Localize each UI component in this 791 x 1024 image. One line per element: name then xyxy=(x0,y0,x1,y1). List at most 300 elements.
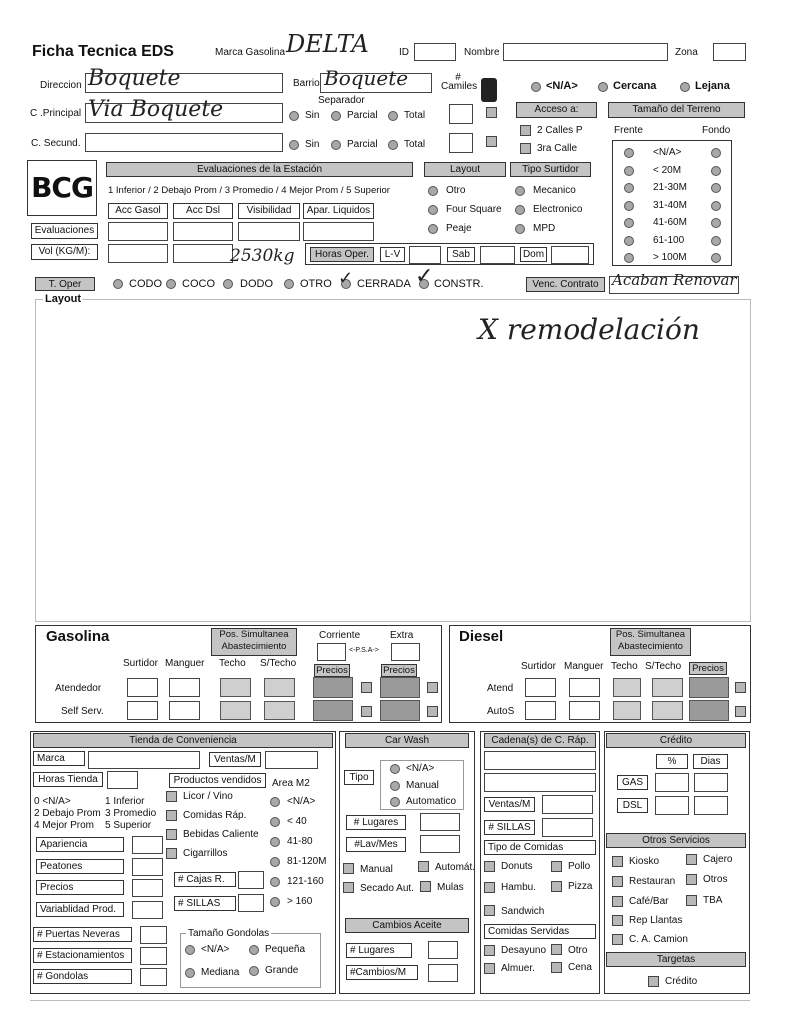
servida-otro-check[interactable] xyxy=(551,944,562,955)
layout-four-square: Four Square xyxy=(446,204,502,215)
terreno-frente-radio[interactable] xyxy=(624,253,634,263)
lv-field[interactable] xyxy=(409,246,441,264)
cw-manual: Manual xyxy=(406,780,439,791)
producto-check[interactable] xyxy=(166,848,177,859)
cw-secado-check[interactable] xyxy=(343,882,354,893)
cerrada-check-mark: ✓ xyxy=(338,268,354,289)
vol-handwritten: 2530kg xyxy=(230,246,295,266)
cadena-field-1[interactable] xyxy=(484,751,596,770)
radio-dodo[interactable] xyxy=(223,279,233,289)
extra-field[interactable] xyxy=(391,643,420,661)
c-secund-label: C. Secund. xyxy=(31,138,81,149)
dsl-at-manguer[interactable] xyxy=(569,678,600,697)
col-acc-gasol: Acc Gasol xyxy=(108,203,168,219)
comida-pizza: Pizza xyxy=(568,881,593,892)
c-principal-value: Via Boquete xyxy=(88,97,224,122)
tienda-eval-field[interactable] xyxy=(132,901,163,919)
horas-tienda-field[interactable] xyxy=(107,771,138,789)
terreno-option: 21-30M xyxy=(653,182,687,193)
radio-parcial-1[interactable] xyxy=(331,111,341,121)
terreno-frente-radio[interactable] xyxy=(624,166,634,176)
id-field[interactable] xyxy=(414,43,456,61)
t-oper-cerrada: CERRADA xyxy=(357,278,411,290)
legend-0: 0 <N/A> xyxy=(34,796,71,807)
t-oper-dodo: DODO xyxy=(240,278,273,290)
surtidor-mpd: MPD xyxy=(533,223,556,234)
terreno-frente-radio[interactable] xyxy=(624,218,634,228)
gas-ss-s-techo[interactable] xyxy=(264,701,295,720)
gas-atendedor: Atendedor xyxy=(55,683,102,694)
dsl-surtidor: Surtidor xyxy=(521,661,557,672)
gondola-pequena: Pequeña xyxy=(265,944,306,955)
comida-sandwich: Sandwich xyxy=(501,906,545,917)
dsl-as-techo[interactable] xyxy=(613,701,641,720)
servicio-label: Kiosko xyxy=(629,856,660,867)
credito-targeta-check[interactable] xyxy=(648,976,659,987)
camiones-label: # Camiles xyxy=(441,72,478,92)
layout-note: X remodelación xyxy=(478,313,700,346)
terreno-fondo-radio[interactable] xyxy=(711,218,721,228)
gas-at-chk-2[interactable] xyxy=(427,682,438,693)
comidas-servidas-label: Comidas Servidas xyxy=(484,924,596,939)
vol-acc-dsl[interactable] xyxy=(173,244,233,263)
cadena-sillas-field[interactable] xyxy=(542,818,593,837)
terreno-fondo-radio[interactable] xyxy=(711,201,721,211)
producto-check[interactable] xyxy=(166,829,177,840)
t-oper-coco: COCO xyxy=(182,278,215,290)
dom-label: Dom xyxy=(520,247,547,262)
comida-donuts: Donuts xyxy=(501,861,533,872)
tamano-gondolas-label: Tamaño Gondolas xyxy=(188,928,270,939)
acceso-header: Acceso a: xyxy=(516,102,597,118)
servida-almuer-check[interactable] xyxy=(484,963,495,974)
servicio-label: C. A. Camion xyxy=(629,934,688,945)
gas-surtidor: Surtidor xyxy=(123,658,159,669)
radio-layout-four-square[interactable] xyxy=(428,205,438,215)
frente-label: Frente xyxy=(614,125,643,136)
cw-na: <N/A> xyxy=(406,763,435,774)
dsl-as-manguer[interactable] xyxy=(569,701,600,720)
radio-gondola-mediana[interactable] xyxy=(185,968,195,978)
radio-layout-otro[interactable] xyxy=(428,186,438,196)
cadena-sillas-label: # SILLAS xyxy=(484,820,535,835)
servida-desayuno-check[interactable] xyxy=(484,945,495,956)
cw-lav-mes-field[interactable] xyxy=(420,835,460,853)
servicio-check[interactable] xyxy=(686,854,697,865)
eval-acc-dsl[interactable] xyxy=(173,222,233,241)
dsl-autos: AutoS xyxy=(487,706,515,717)
area-radio[interactable] xyxy=(270,837,280,847)
area-radio[interactable] xyxy=(270,817,280,827)
servida-desayuno: Desayuno xyxy=(501,945,547,956)
radio-surtidor-mpd[interactable] xyxy=(515,224,525,234)
comida-donuts-check[interactable] xyxy=(484,861,495,872)
cercana-label: Cercana xyxy=(613,80,657,92)
cajas-field[interactable] xyxy=(238,871,264,889)
comida-hambu: Hambu. xyxy=(501,882,537,893)
layout-area-title: Layout xyxy=(45,293,82,305)
radio-na[interactable] xyxy=(531,82,541,92)
sin-label-2: Sin xyxy=(305,139,320,150)
terreno-fondo-radio[interactable] xyxy=(711,183,721,193)
legend-3: 3 Promedio xyxy=(105,808,157,819)
ca-lugares-field[interactable] xyxy=(428,941,458,959)
producto-label: Licor / Vino xyxy=(183,791,233,802)
servicio-label: Rep Llantas xyxy=(629,915,683,926)
producto-label: Bebidas Caliente xyxy=(183,829,259,840)
tienda-ventas-label: Ventas/M xyxy=(209,752,261,767)
parcial-label-1: Parcial xyxy=(347,110,378,121)
eval-apar-liquidos[interactable] xyxy=(303,222,374,241)
tienda-eval-label: Apariencia xyxy=(36,837,124,852)
radio-cercana[interactable] xyxy=(598,82,608,92)
lv-label: L-V xyxy=(380,247,405,262)
t-oper-otro: OTRO xyxy=(300,278,332,290)
cw-mulas-label: Mulas xyxy=(437,882,464,893)
gondolas-field[interactable] xyxy=(140,968,167,986)
terreno-option: <N/A> xyxy=(653,147,682,158)
servicio-check[interactable] xyxy=(686,874,697,885)
layout-otro: Otro xyxy=(446,185,466,196)
comida-pizza-check[interactable] xyxy=(551,881,562,892)
tercera-calle-label: 3ra Calle xyxy=(537,143,578,154)
surtidor-electronico: Electronico xyxy=(533,204,583,215)
sab-field[interactable] xyxy=(480,246,515,264)
gas-ss-precio-2[interactable] xyxy=(380,700,420,721)
gas-precios-2: Precios xyxy=(381,664,417,677)
direccion-label: Direccion xyxy=(40,80,82,91)
area-option: 81-120M xyxy=(287,856,327,867)
gas-manguer: Manguer xyxy=(165,658,205,669)
terreno-option: < 20M xyxy=(653,164,682,176)
area-m2-label: Area M2 xyxy=(272,778,310,789)
comida-pollo: Pollo xyxy=(568,861,591,872)
gas-precios-1: Precios xyxy=(314,664,350,677)
area-option: 41-80 xyxy=(287,836,313,847)
marca-gasolina-value[interactable]: DELTA xyxy=(286,30,369,58)
layout-area[interactable] xyxy=(35,299,751,622)
na-label: <N/A> xyxy=(546,80,578,92)
id-label: ID xyxy=(399,47,409,58)
gas-ss-techo[interactable] xyxy=(220,701,251,720)
radio-layout-peaje[interactable] xyxy=(428,224,438,234)
dsl-techo: Techo xyxy=(611,661,638,672)
gas-at-manguer[interactable] xyxy=(169,678,200,697)
dsl-at-chk[interactable] xyxy=(735,682,746,693)
terreno-frente-radio[interactable] xyxy=(624,148,634,158)
cw-manual-chk-label: Manual xyxy=(360,864,393,875)
servicio-check[interactable] xyxy=(612,915,623,926)
dsl-as-surtidor[interactable] xyxy=(525,701,556,720)
tienda-sillas-field[interactable] xyxy=(238,894,264,912)
radio-surtidor-mecanico[interactable] xyxy=(515,186,525,196)
gas-s-techo: S/Techo xyxy=(260,658,297,669)
eval-visibilidad[interactable] xyxy=(238,222,300,241)
dsl-as-precio[interactable] xyxy=(689,700,729,721)
tamano-terreno-header: Tamaño del Terreno xyxy=(608,102,745,118)
camiones-check-2[interactable] xyxy=(486,136,497,147)
servida-cena: Cena xyxy=(568,962,592,973)
cadena-field-2[interactable] xyxy=(484,773,596,792)
tipo-comidas-label: Tipo de Comidas xyxy=(484,840,596,855)
radio-total-1[interactable] xyxy=(388,111,398,121)
radio-gondola-pequena[interactable] xyxy=(249,945,259,955)
evaluaciones-header: Evaluaciones de la Estación xyxy=(106,162,413,177)
gondola-grande: Grande xyxy=(265,965,299,976)
radio-otro[interactable] xyxy=(284,279,294,289)
servicio-label: TBA xyxy=(703,895,723,906)
radio-codo[interactable] xyxy=(113,279,123,289)
servicio-label: Restauran xyxy=(629,876,676,887)
radio-gondola-na[interactable] xyxy=(185,945,195,955)
area-radio[interactable] xyxy=(270,897,280,907)
cw-secado-label: Secado Aut. xyxy=(360,883,414,894)
ca-cambios-field[interactable] xyxy=(428,964,458,982)
dsl-at-surtidor[interactable] xyxy=(525,678,556,697)
servida-cena-check[interactable] xyxy=(551,962,562,973)
gas-at-techo[interactable] xyxy=(220,678,251,697)
gas-at-s-techo[interactable] xyxy=(264,678,295,697)
tienda-eval-field[interactable] xyxy=(132,858,163,876)
venc-contrato-value: Acaban Renovar xyxy=(612,271,737,289)
horas-oper-label: Horas Oper. xyxy=(310,247,374,262)
radio-lejana[interactable] xyxy=(680,82,690,92)
gas-at-precio-1[interactable] xyxy=(313,677,353,698)
radio-total-2[interactable] xyxy=(388,140,398,150)
comida-hambu-check[interactable] xyxy=(484,882,495,893)
servicio-check[interactable] xyxy=(612,896,623,907)
radio-parcial-2[interactable] xyxy=(331,140,341,150)
area-radio[interactable] xyxy=(270,797,280,807)
cw-lugares-label: # Lugares xyxy=(346,815,406,830)
servicio-check[interactable] xyxy=(612,856,623,867)
cw-automatico: Automatico xyxy=(406,796,457,807)
tercera-calle-check[interactable] xyxy=(520,143,531,154)
c-secund-field[interactable] xyxy=(85,133,283,152)
terreno-frente-radio[interactable] xyxy=(624,183,634,193)
gondola-na: <N/A> xyxy=(201,944,230,955)
terreno-option: 31-40M xyxy=(653,199,687,211)
sab-label: Sab xyxy=(447,247,475,262)
gas-ss-chk-1[interactable] xyxy=(361,706,372,717)
servicio-label: Café/Bar xyxy=(629,896,669,907)
cw-lav-mes-label: #Lav/Mes xyxy=(346,837,406,852)
producto-label: Comidas Ráp. xyxy=(183,810,247,821)
radio-surtidor-electronico[interactable] xyxy=(515,205,525,215)
gas-ss-manguer[interactable] xyxy=(169,701,200,720)
terreno-fondo-radio[interactable] xyxy=(711,148,721,158)
calles-p-label: 2 Calles P xyxy=(537,125,583,136)
diesel-pos-simultanea: Pos. Simultanea Abastecimiento xyxy=(610,628,691,656)
gas-techo: Techo xyxy=(219,658,246,669)
cw-lugares-field[interactable] xyxy=(420,813,460,831)
producto-check[interactable] xyxy=(166,791,177,802)
gas-ss-chk-2[interactable] xyxy=(427,706,438,717)
tipo-surtidor-header: Tipo Surtidor xyxy=(510,162,591,177)
cw-automat-label: Automát. xyxy=(435,862,476,873)
gas-ss-precio-1[interactable] xyxy=(313,700,353,721)
gasolina-title: Gasolina xyxy=(46,628,110,645)
cambios-aceite-header: Cambios Aceite xyxy=(345,918,469,933)
dsl-as-s-techo[interactable] xyxy=(652,701,683,720)
dsl-as-chk[interactable] xyxy=(735,706,746,717)
car-wash-tipo-label: Tipo xyxy=(344,770,374,785)
credito-gas-pct[interactable] xyxy=(655,773,689,792)
dsl-atend: Atend xyxy=(487,683,514,694)
t-oper-label: T. Oper xyxy=(35,277,95,291)
tienda-eval-label: Precios xyxy=(36,880,124,895)
barrio-value: Boquete xyxy=(324,66,409,90)
gasolina-extra: Extra xyxy=(390,630,414,641)
evaluaciones-legend: 1 Inferior / 2 Debajo Prom / 3 Promedio / 4 Mejor Prom / 5 Superior xyxy=(108,185,390,196)
c-principal-label: C .Principal xyxy=(30,108,82,119)
dsl-precios: Precios xyxy=(689,662,727,675)
dsl-manguer: Manguer xyxy=(564,661,604,672)
col-apar-liquidos: Apar. Liquidos xyxy=(303,203,374,219)
gas-at-precio-2[interactable] xyxy=(380,677,420,698)
otros-servicios-header: Otros Servicios xyxy=(606,833,746,848)
cw-automat-check[interactable] xyxy=(418,861,429,872)
tienda-sillas-label: # SILLAS xyxy=(174,896,236,911)
cadenas-header: Cadena(s) de C. Ráp. xyxy=(484,733,596,748)
legend-1: 1 Inferior xyxy=(105,796,145,807)
area-radio[interactable] xyxy=(270,857,280,867)
dsl-at-techo[interactable] xyxy=(613,678,641,697)
radio-coco[interactable] xyxy=(166,279,176,289)
layout-peaje: Peaje xyxy=(446,223,472,234)
comida-pollo-check[interactable] xyxy=(551,861,562,872)
t-oper-constr: CONSTR. xyxy=(434,278,484,290)
area-option: < 40 xyxy=(287,816,307,827)
barrio-label: Barrio xyxy=(293,78,320,89)
corriente-field[interactable] xyxy=(317,643,346,661)
tienda-eval-label: Peatones xyxy=(36,859,124,874)
gondolas-label: # Gondolas xyxy=(33,969,132,984)
tienda-eval-field[interactable] xyxy=(132,836,163,854)
cw-mulas-check[interactable] xyxy=(420,881,431,892)
radio-gondola-grande[interactable] xyxy=(249,966,259,976)
credito-gas-dias[interactable] xyxy=(694,773,728,792)
puertas-neveras-label: # Puertas Neveras xyxy=(33,927,132,942)
marca-gasolina-label: Marca Gasolina xyxy=(215,47,286,58)
comida-sandwich-check[interactable] xyxy=(484,905,495,916)
terreno-option: > 100M xyxy=(653,252,687,263)
tienda-marca-label: Marca xyxy=(33,751,85,766)
traffic-light-icon xyxy=(481,78,497,102)
credito-dsl-label: DSL xyxy=(617,798,648,813)
radio-sin-1[interactable] xyxy=(289,111,299,121)
venc-contrato-label: Venc. Contrato xyxy=(526,277,605,292)
cadena-ventas-field[interactable] xyxy=(542,795,593,814)
direccion-value: Boquete xyxy=(88,66,181,91)
area-radio[interactable] xyxy=(270,877,280,887)
total-label-1: Total xyxy=(404,110,426,121)
gondola-mediana: Mediana xyxy=(201,967,240,978)
col-visibilidad: Visibilidad xyxy=(238,203,300,219)
tienda-header: Tienda de Conveniencia xyxy=(33,733,333,748)
gasolina-corriente: Corriente xyxy=(319,630,361,641)
form-title: Ficha Tecnica EDS xyxy=(32,43,174,60)
gas-at-chk-1[interactable] xyxy=(361,682,372,693)
camiones-field-2[interactable] xyxy=(449,133,473,153)
terreno-fondo-radio[interactable] xyxy=(711,236,721,246)
cadena-ventas-label: Ventas/M xyxy=(484,797,535,812)
eval-acc-gasol[interactable] xyxy=(108,222,168,241)
zona-field[interactable] xyxy=(713,43,746,61)
estacionamientos-field[interactable] xyxy=(140,947,167,965)
tienda-ventas-field[interactable] xyxy=(265,751,318,769)
terreno-frente-radio[interactable] xyxy=(624,236,634,246)
dsl-at-precio[interactable] xyxy=(689,677,729,698)
gas-ss-surtidor[interactable] xyxy=(127,701,158,720)
servida-almuer: Almuer. xyxy=(501,963,535,974)
gasolina-pos-simultanea: Pos. Simultanea Abastecimiento xyxy=(211,628,297,656)
radio-cw-automatico[interactable] xyxy=(390,797,400,807)
credito-dsl-dias[interactable] xyxy=(694,796,728,815)
area-option: <N/A> xyxy=(287,796,316,807)
total-label-2: Total xyxy=(404,139,426,150)
diesel-title: Diesel xyxy=(459,628,504,645)
producto-check[interactable] xyxy=(166,810,177,821)
dsl-at-s-techo[interactable] xyxy=(652,678,683,697)
gas-at-surtidor[interactable] xyxy=(127,678,158,697)
dom-field[interactable] xyxy=(551,246,589,264)
nombre-field[interactable] xyxy=(503,43,668,61)
area-option: 121-160 xyxy=(287,876,324,887)
gondolas-frame xyxy=(180,933,321,988)
camiones-check-1[interactable] xyxy=(486,107,497,118)
row-evaluaciones: Evaluaciones xyxy=(31,223,98,239)
zona-label: Zona xyxy=(675,47,698,58)
credito-pct-label: % xyxy=(656,754,688,769)
tienda-marca-field[interactable] xyxy=(88,751,200,769)
radio-cw-manual[interactable] xyxy=(390,781,400,791)
area-option: > 160 xyxy=(287,896,313,907)
tienda-eval-label: Variablidad Prod. xyxy=(36,902,124,917)
servicio-label: Cajero xyxy=(703,854,733,865)
legend-4: 4 Mejor Prom xyxy=(34,820,95,831)
fondo-label: Fondo xyxy=(702,125,731,136)
cajas-label: # Cajas R. xyxy=(174,872,236,887)
radio-sin-2[interactable] xyxy=(289,140,299,150)
calles-p-check[interactable] xyxy=(520,125,531,136)
puertas-neveras-field[interactable] xyxy=(140,926,167,944)
legend-5: 5 Superior xyxy=(105,820,152,831)
productos-vendidos-label: Productos vendidos xyxy=(169,773,266,788)
lejana-label: Lejana xyxy=(695,80,730,92)
vol-acc-gasol[interactable] xyxy=(108,244,168,263)
credito-dsl-pct[interactable] xyxy=(655,796,689,815)
credito-targeta-label: Crédito xyxy=(665,976,698,987)
servicio-check[interactable] xyxy=(612,934,623,945)
servicio-check[interactable] xyxy=(686,895,697,906)
bottom-divider xyxy=(30,1000,750,1001)
servicio-check[interactable] xyxy=(612,876,623,887)
sin-label-1: Sin xyxy=(305,110,320,121)
terreno-fondo-radio[interactable] xyxy=(711,253,721,263)
servicio-label: Otros xyxy=(703,874,728,885)
terreno-option: 61-100 xyxy=(653,234,685,246)
terreno-fondo-radio[interactable] xyxy=(711,166,721,176)
radio-cw-na[interactable] xyxy=(390,764,400,774)
tienda-eval-field[interactable] xyxy=(132,879,163,897)
horas-tienda-label: Horas Tienda xyxy=(33,772,103,787)
targetas-header: Targetas xyxy=(606,952,746,967)
terreno-frente-radio[interactable] xyxy=(624,201,634,211)
col-acc-dsl: Acc Dsl xyxy=(173,203,233,219)
cw-manual-check[interactable] xyxy=(343,863,354,874)
camiones-field-1[interactable] xyxy=(449,104,473,124)
